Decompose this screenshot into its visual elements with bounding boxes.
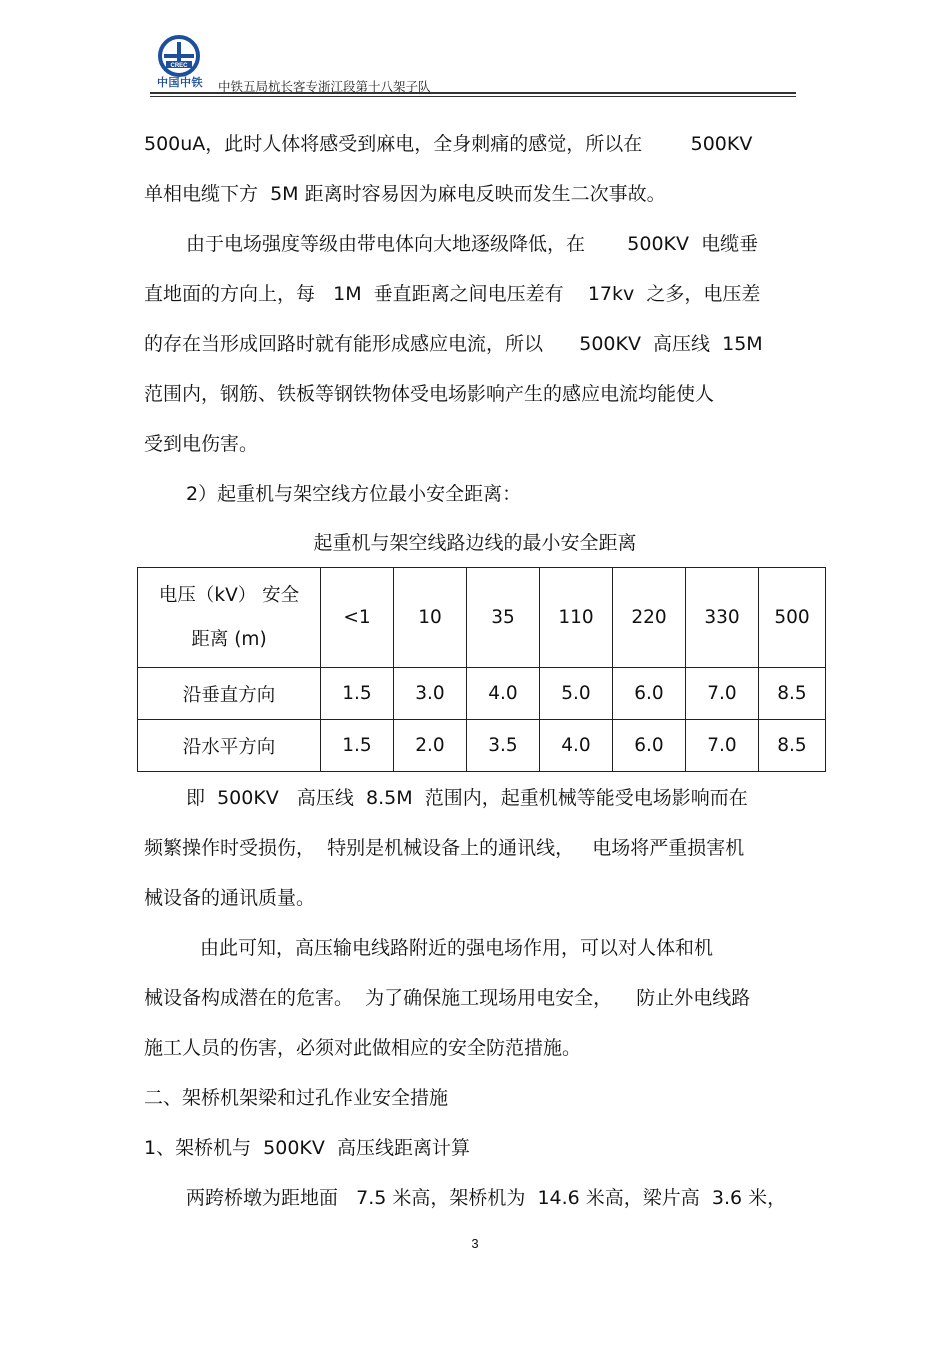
voltage-cell: <1 [321,568,394,668]
table-row [138,720,826,772]
table-cell: 2.0 [394,720,467,772]
voltage-cell: 35 [467,568,540,668]
paragraph-line: 单相电缆下方 5M 距离时容易因为麻电反映而发生二次事故。 [144,183,666,205]
paragraph-line: 的存在当形成回路时就有能形成感应电流，所以 500KV 高压线 15M [144,333,763,355]
section-heading: 2）起重机与架空线方位最小安全距离： [186,483,522,505]
table-cell: 4.0 [467,668,540,720]
header-rule [150,92,796,94]
table-header-row [138,568,826,668]
subsection-heading: 1、架桥机与 500KV 高压线距离计算 [144,1137,470,1159]
table-cell: 3.5 [467,720,540,772]
table-row [138,668,826,720]
paragraph-line: 500uA，此时人体将感受到麻电，全身刺痛的感觉，所以在 500KV [144,133,753,155]
voltage-cell: 220 [613,568,686,668]
voltage-cell: 330 [686,568,759,668]
header-title: 中铁五局杭长客专浙江段第十八架子队 [218,80,431,94]
table-caption: 起重机与架空线路边线的最小安全距离 [313,532,637,554]
section-heading: 二、架桥机架梁和过孔作业安全措施 [144,1087,449,1109]
table-cell: 8.5 [759,720,826,772]
header-label-line1: 电压（kV） 安全 [158,584,300,606]
table-header-label [138,568,321,668]
paragraph-line: 械设备的通讯质量。 [144,887,316,909]
header-label-line2: 距离 (m) [191,628,267,650]
logo-text: 中国中铁 [157,77,203,89]
table-cell: 5.0 [540,668,613,720]
svg-text:CREC: CREC [170,63,188,69]
row-label: 沿水平方向 [138,720,321,772]
voltage-cell: 500 [759,568,826,668]
page-number: 3 [471,1236,479,1251]
paragraph-line: 直地面的方向上，每 1M 垂直距离之间电压差有 17kv 之多，电压差 [144,283,761,305]
paragraph-line: 施工人员的伤害，必须对此做相应的安全防范措施。 [144,1037,582,1059]
table-cell: 8.5 [759,668,826,720]
voltage-cell: 110 [540,568,613,668]
paragraph-line: 械设备构成潜在的危害。 为了确保施工现场用电安全， 防止外电线路 [144,987,751,1009]
voltage-cell: 10 [394,568,467,668]
safety-distance-table [137,567,826,772]
table-cell: 6.0 [613,720,686,772]
row-label: 沿垂直方向 [138,668,321,720]
paragraph-line: 两跨桥墩为距地面 7.5 米高，架桥机为 14.6 米高，梁片高 3.6 米， [186,1187,787,1209]
table-cell: 4.0 [540,720,613,772]
paragraph-line: 由于电场强度等级由带电体向大地逐级降低，在 500KV 电缆垂 [186,233,759,255]
header-rule-thin [150,96,796,97]
table-cell: 3.0 [394,668,467,720]
page-header [150,34,796,96]
paragraph-line: 范围内，钢筋、铁板等钢铁物体受电场影响产生的感应电流均能使人 [144,383,715,405]
table-cell: 1.5 [321,668,394,720]
body-text-top [144,122,814,522]
paragraph-line: 频繁操作时受损伤， 特别是机械设备上的通讯线， 电场将严重损害机 [144,837,745,859]
table-cell: 7.0 [686,720,759,772]
paragraph-line: 受到电伤害。 [144,433,259,455]
body-text-bottom [144,776,814,1226]
paragraph-line: 即 500KV 高压线 8.5M 范围内，起重机械等能受电场影响而在 [186,787,748,809]
table-cell: 1.5 [321,720,394,772]
table-cell: 6.0 [613,668,686,720]
table-cell: 7.0 [686,668,759,720]
paragraph-line: 由此可知，高压输电线路附近的强电场作用，可以对人体和机 [200,937,714,959]
